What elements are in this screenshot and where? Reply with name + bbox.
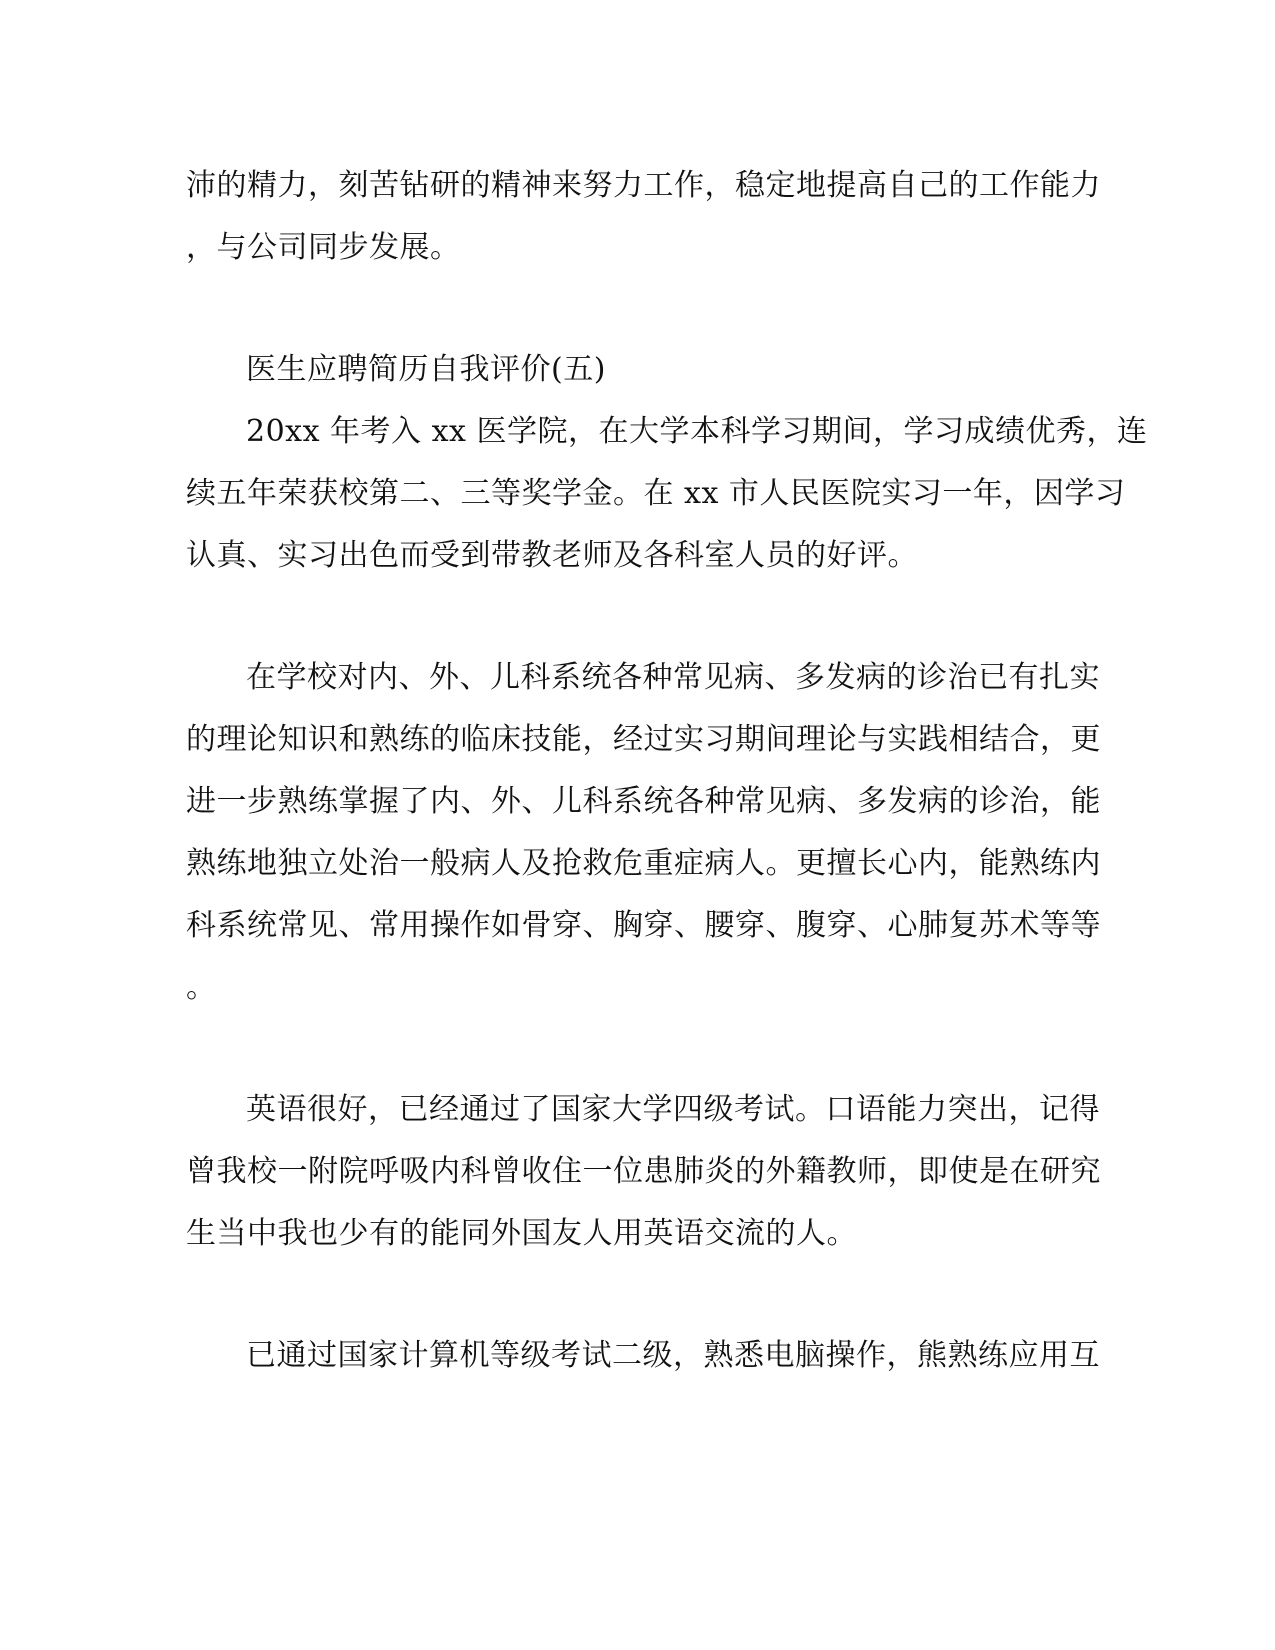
text-line: 续五年荣获校第二、三等奖学金。在 xx 市人民医院实习一年，因学习 bbox=[186, 476, 1126, 511]
text-line: 认真、实习出色而受到带教老师及各科室人员的好评。 bbox=[186, 538, 918, 573]
text-line: 英语很好，已经通过了国家大学四级考试。口语能力突出，记得 bbox=[246, 1092, 1100, 1127]
text-line: 科系统常见、常用操作如骨穿、胸穿、腰穿、腹穿、心肺复苏术等等 bbox=[186, 908, 1101, 943]
text-line: 20xx 年考入 xx 医学院，在大学本科学习期间，学习成绩优秀，连 bbox=[246, 414, 1148, 449]
text-line: 生当中我也少有的能同外国友人用英语交流的人。 bbox=[186, 1216, 857, 1251]
text-line: ，与公司同步发展。 bbox=[186, 230, 461, 265]
text-line: 已通过国家计算机等级考试二级，熟悉电脑操作，熊熟练应用互 bbox=[246, 1338, 1100, 1373]
text-line: 。 bbox=[186, 970, 217, 1005]
text-line: 的理论知识和熟练的临床技能，经过实习期间理论与实践相结合，更 bbox=[186, 722, 1101, 757]
text-line: 曾我校一附院呼吸内科曾收住一位患肺炎的外籍教师，即使是在研究 bbox=[186, 1154, 1101, 1189]
text-line: 在学校对内、外、儿科系统各种常见病、多发病的诊治已有扎实 bbox=[246, 660, 1100, 695]
text-line: 熟练地独立处治一般病人及抢救危重症病人。更擅长心内，能熟练内 bbox=[186, 846, 1101, 881]
section-heading: 医生应聘简历自我评价(五) bbox=[246, 352, 606, 387]
text-line: 进一步熟练掌握了内、外、儿科系统各种常见病、多发病的诊治，能 bbox=[186, 784, 1101, 819]
text-line: 沛的精力，刻苦钻研的精神来努力工作，稳定地提高自己的工作能力 bbox=[186, 168, 1101, 203]
